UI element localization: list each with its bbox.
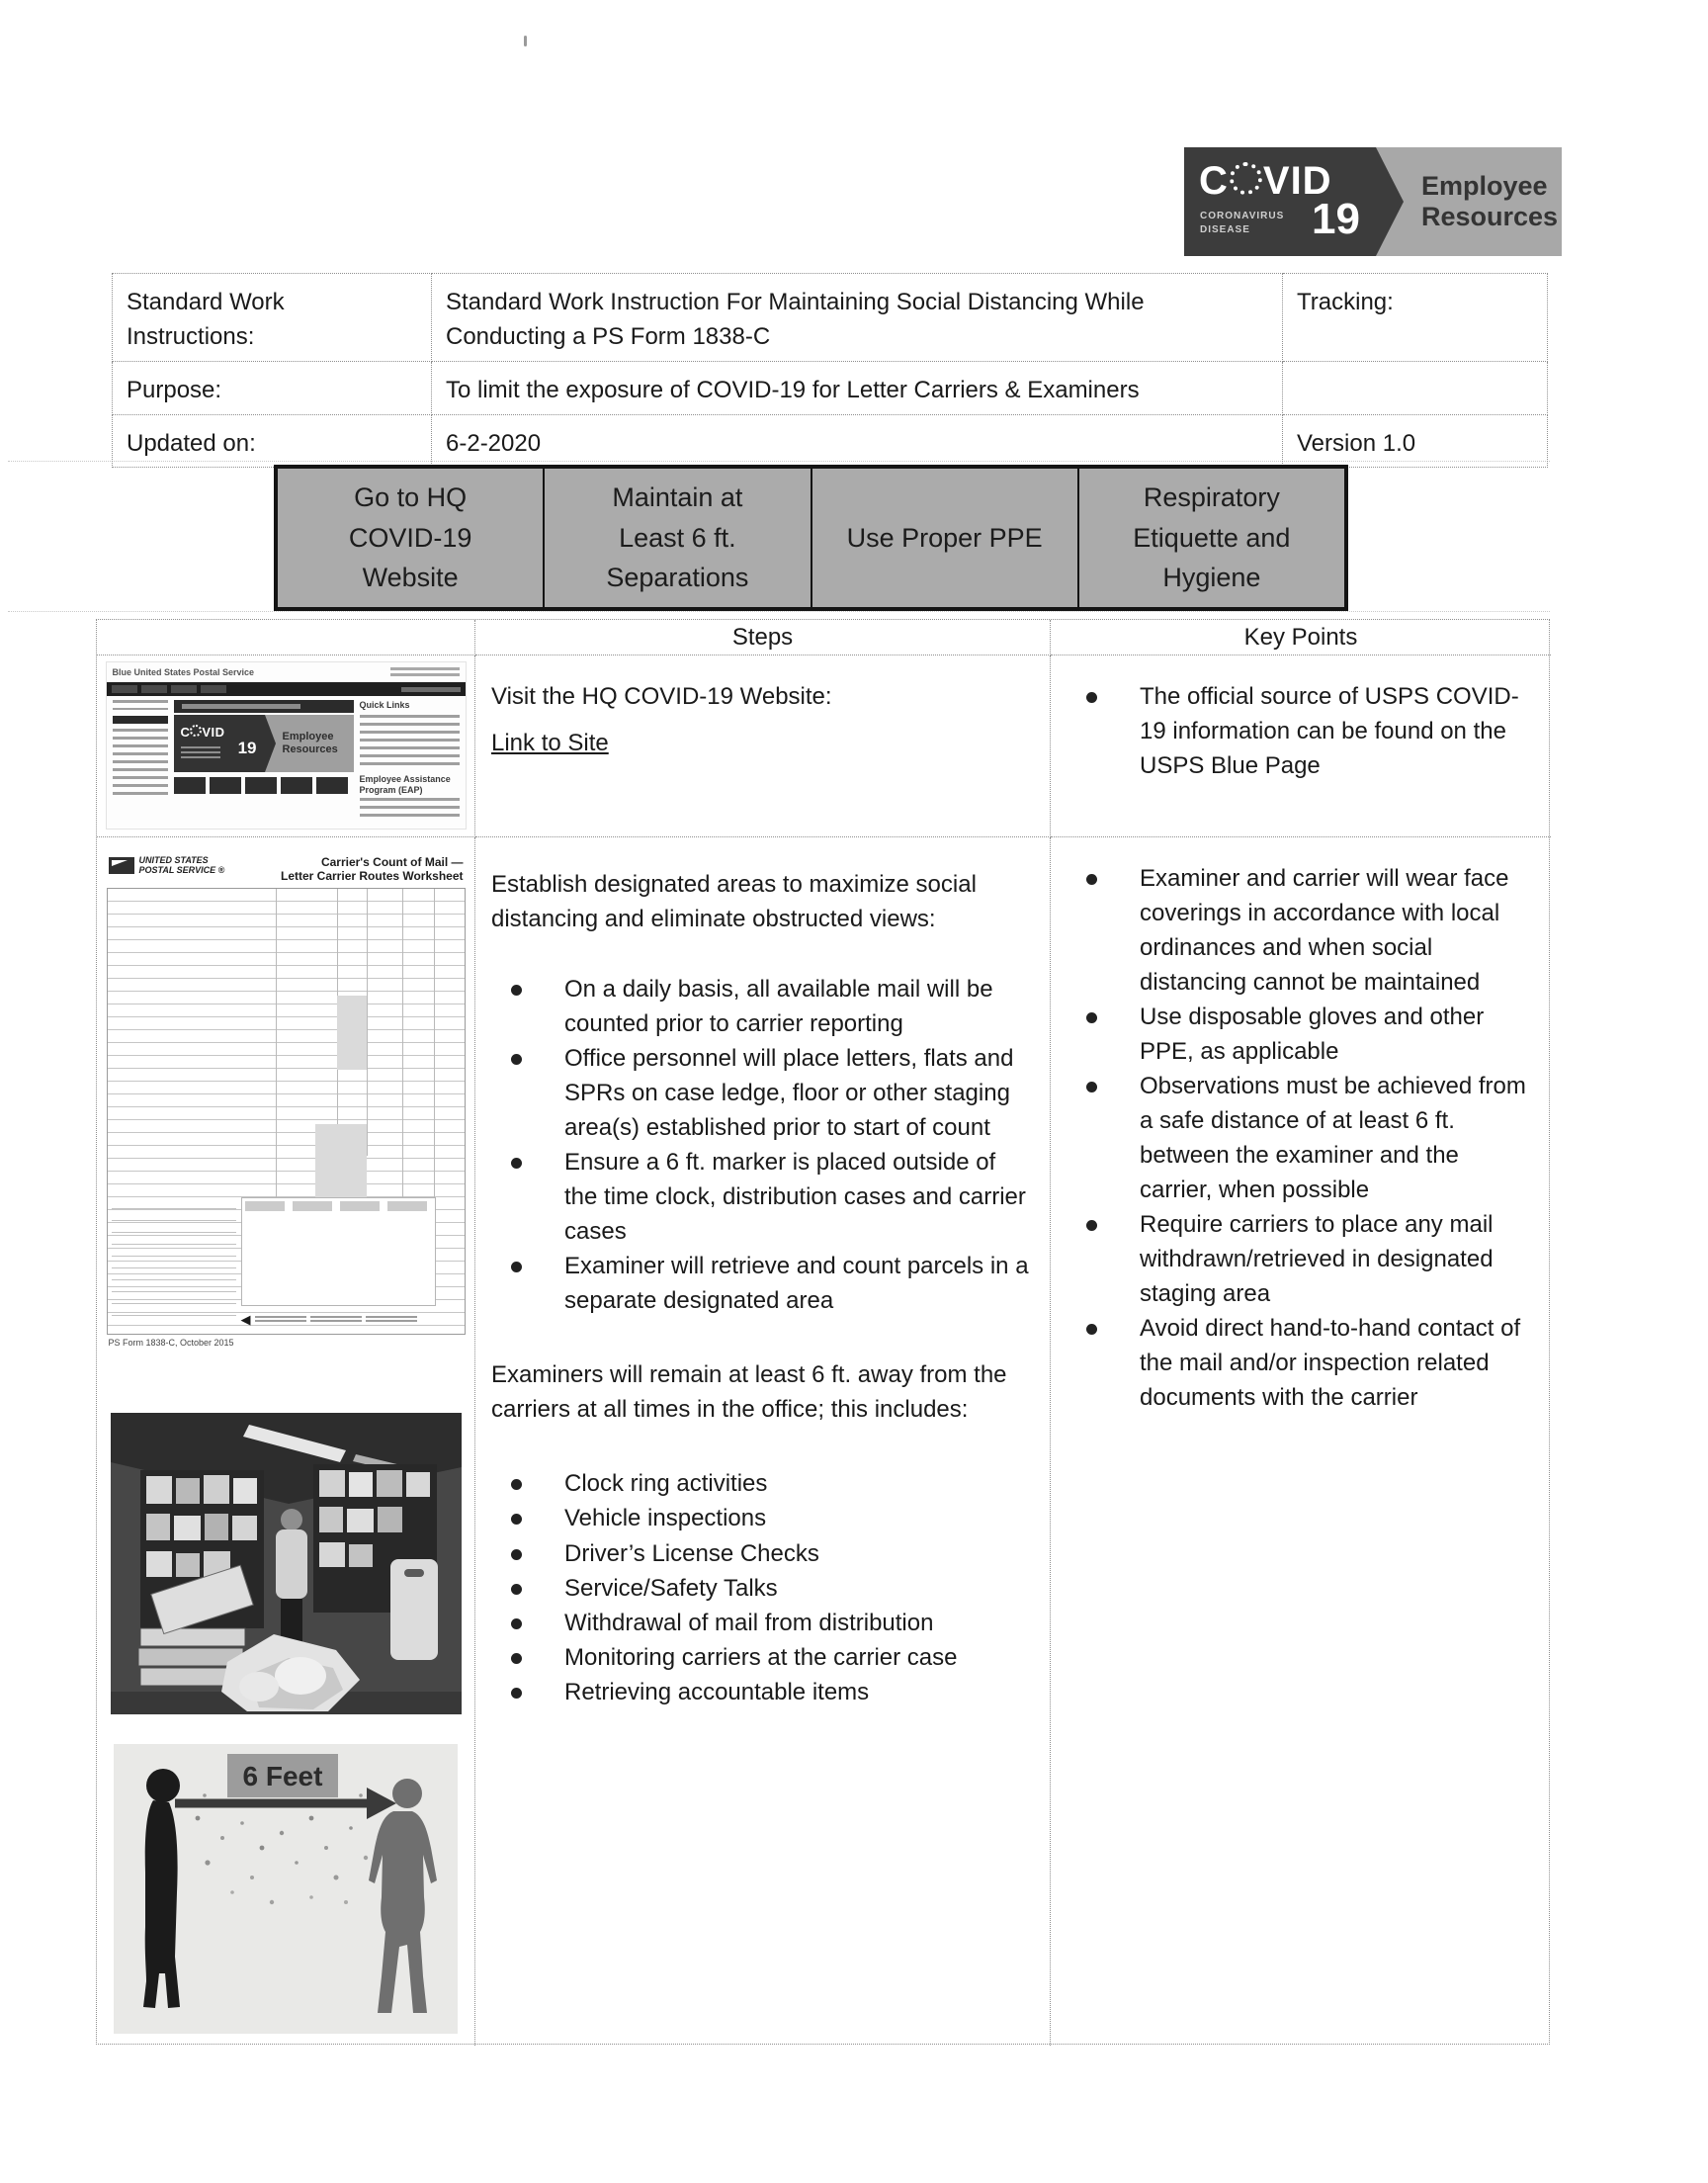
key-point-item: Use disposable gloves and other PPE, as applicable <box>1067 1000 1531 1069</box>
scan-artifact-line <box>8 611 1550 612</box>
six-feet-distancing-illustration <box>114 1744 458 2034</box>
form-grid <box>107 888 466 1335</box>
table-row <box>113 274 1548 362</box>
form-shaded-area <box>337 996 367 1070</box>
banner-respiratory-etiquette: Respiratory Etiquette and Hygiene <box>1133 482 1291 593</box>
key-points-column-header: Key Points <box>1051 620 1551 655</box>
virus-icon <box>190 725 202 737</box>
text-lines-placeholder <box>366 1316 417 1324</box>
table-row <box>113 361 1548 414</box>
scan-speck-artifact <box>524 36 527 46</box>
button-placeholder <box>174 777 206 794</box>
employee-resources-panel: Employee Resources <box>1376 147 1562 256</box>
blue-nav-bar <box>107 682 466 696</box>
form-signature-row <box>241 1308 463 1332</box>
eap-heading: Employee Assistance Program (EAP) <box>359 773 451 795</box>
text-lines-placeholder <box>360 715 460 770</box>
text-lines-placeholder <box>181 746 220 760</box>
empty-cell <box>1283 361 1548 414</box>
row1-image-cell <box>97 655 475 837</box>
form-comments-box <box>241 1197 436 1306</box>
key-points-list <box>1067 861 1531 1416</box>
text-lines-placeholder <box>113 729 168 798</box>
mini-covid-banner <box>174 715 354 772</box>
text-line-placeholder <box>182 704 300 709</box>
button-placeholder <box>245 777 277 794</box>
swi-label: Standard Work Instructions: <box>113 274 432 362</box>
form-title: Carrier's Count of Mail — Letter Carrier Routes Worksheet <box>281 855 464 884</box>
text-lines-placeholder <box>360 798 460 820</box>
text-lines-placeholder <box>255 1316 306 1324</box>
nav-item-placeholder <box>171 685 197 693</box>
arrow-right-icon <box>1376 147 1404 256</box>
step-bullet-item: Withdrawal of mail from distribution <box>491 1606 1030 1640</box>
banner-caption-bar <box>174 700 354 713</box>
virus-icon <box>1230 162 1262 195</box>
steps-key-points-table <box>96 619 1550 2045</box>
nav-item-placeholder <box>201 685 226 693</box>
purpose-label: Purpose: <box>113 361 432 414</box>
triangle-left-icon: ◀ <box>240 1312 251 1328</box>
table-row <box>113 414 1548 468</box>
step-bullet-item: Service/Safety Talks <box>491 1571 1030 1606</box>
step-bullet-item: Driver’s License Checks <box>491 1536 1030 1571</box>
blue-quick-links-panel <box>360 700 460 820</box>
blue-sidebar <box>113 700 168 820</box>
steps-column-header: Steps <box>475 620 1051 655</box>
usps-logo-block <box>109 855 225 876</box>
form-header <box>107 851 466 888</box>
establish-areas-intro: Establish designated areas to maximize social distancing and eliminate obstructed views: <box>491 871 977 933</box>
sidebar-selected-item <box>113 716 168 724</box>
form-left-rows <box>112 1197 236 1316</box>
step-bullet-item: Clock ring activities <box>491 1466 1030 1501</box>
nav-item-placeholder <box>141 685 167 693</box>
visit-website-text: Visit the HQ COVID-19 Website: <box>491 683 832 710</box>
usps-eagle-icon <box>109 857 134 874</box>
blue-site-title: Blue United States Postal Service <box>112 667 255 677</box>
updated-label: Updated on: <box>113 414 432 468</box>
step-bullet-item: Examiner will retrieve and count parcels in a separate designated area <box>491 1249 1030 1318</box>
row1-key-points-cell <box>1051 655 1551 837</box>
nav-item-placeholder <box>112 685 137 693</box>
header-info-table <box>112 273 1548 468</box>
text-lines-placeholder <box>310 1316 362 1324</box>
covid19-logo-dark-panel <box>1184 147 1376 256</box>
blue-page-center <box>174 700 354 820</box>
updated-date: 6-2-2020 <box>432 414 1283 468</box>
blue-page-body <box>107 696 466 820</box>
covid19-employee-resources-logo <box>1184 147 1562 256</box>
row1-steps-cell <box>475 655 1051 837</box>
step-bullet-item: Office personnel will place letters, flats and SPRs on case ledge, floor or other staging area(s) established prior to start of count <box>491 1041 1030 1145</box>
step-bullet-item: Retrieving accountable items <box>491 1675 1030 1709</box>
blue-page-header <box>107 662 466 682</box>
form-footer-text: PS Form 1838-C, October 2015 <box>108 1337 234 1348</box>
key-point-item: Observations must be achieved from a safe distance of at least 6 ft. between the examiner and the carrier, when possible <box>1067 1069 1531 1207</box>
usps-org-line: POSTAL SERVICE ® <box>138 865 225 876</box>
mail-room-photo <box>111 1413 462 1714</box>
row2-image-cell <box>97 837 475 2046</box>
six-feet-label: 6 Feet <box>242 1761 323 1791</box>
image-column-header <box>97 620 475 655</box>
nav-right-placeholder <box>401 687 461 692</box>
step-bullet-item: Vehicle inspections <box>491 1501 1030 1535</box>
version-value: Version 1.0 <box>1283 414 1548 468</box>
step-bullet-item: Ensure a 6 ft. marker is placed outside of the time clock, distribution cases and carrier cases <box>491 1145 1030 1249</box>
quick-links-heading: Quick Links <box>359 700 410 710</box>
steps-bullet-list-primary <box>491 972 1030 1318</box>
row2-key-points-cell <box>1051 837 1551 2046</box>
button-placeholder <box>210 777 241 794</box>
link-to-site[interactable]: Link to Site <box>491 730 609 757</box>
purpose-value: To limit the exposure of COVID-19 for Letter Carriers & Examiners <box>432 361 1283 414</box>
button-placeholder <box>281 777 312 794</box>
ps-form-1838c-thumbnail <box>107 851 466 1373</box>
arrow-right-icon <box>265 715 276 772</box>
tracking-label: Tracking: <box>1283 274 1548 362</box>
steps-bullet-list-secondary <box>491 1466 1030 1708</box>
covid-wordmark: C VID <box>1199 159 1332 203</box>
swi-title: Standard Work Instruction For Maintaining Social Distancing While Conducting a PS Form 1838-C <box>432 274 1283 362</box>
blue-button-row <box>174 777 354 794</box>
usps-org-line: UNITED STATES <box>138 855 209 865</box>
text-lines-placeholder <box>390 667 460 677</box>
banner-use-proper-ppe: Use Proper PPE <box>812 469 1079 607</box>
mini-banner-gray-panel: Employee Resources <box>265 715 354 772</box>
key-point-item: Examiner and carrier will wear face coverings in accordance with local ordinances and when social distancing cannot be maintained <box>1067 861 1531 1000</box>
key-point-item: Require carriers to place any mail withdrawn/retrieved in designated staging area <box>1067 1207 1531 1311</box>
key-points-list <box>1067 679 1531 783</box>
key-point-item: Avoid direct hand-to-hand contact of the mail and/or inspection related documents with the carrier <box>1067 1311 1531 1415</box>
banner-go-to-hq-website: Go to HQ COVID-19 Website <box>278 469 545 607</box>
mini-banner-dark-panel <box>174 715 265 772</box>
covid-reminder-banner <box>274 465 1348 611</box>
key-point-item: The official source of USPS COVID-19 information can be found on the USPS Blue Page <box>1067 679 1531 783</box>
mini-covid-wordmark: C VID <box>180 725 225 740</box>
mini-covid-number: 19 <box>237 739 257 757</box>
row2-steps-cell <box>475 837 1051 2046</box>
step-bullet-item: On a daily basis, all available mail will be counted prior to carrier reporting <box>491 972 1030 1041</box>
step-bullet-item: Monitoring carriers at the carrier case <box>491 1640 1030 1675</box>
button-placeholder <box>316 777 348 794</box>
banner-maintain-6ft: Maintain at Least 6 ft. Separations <box>545 469 811 607</box>
coronavirus-disease-label: CORONAVIRUS DISEASE <box>1200 211 1285 235</box>
usps-blue-page-thumbnail <box>106 661 467 830</box>
examiners-distance-text: Examiners will remain at least 6 ft. away from the carriers at all times in the office; this includes: <box>491 1361 1007 1424</box>
text-lines-placeholder <box>113 700 168 710</box>
covid-number: 19 <box>1312 195 1360 243</box>
